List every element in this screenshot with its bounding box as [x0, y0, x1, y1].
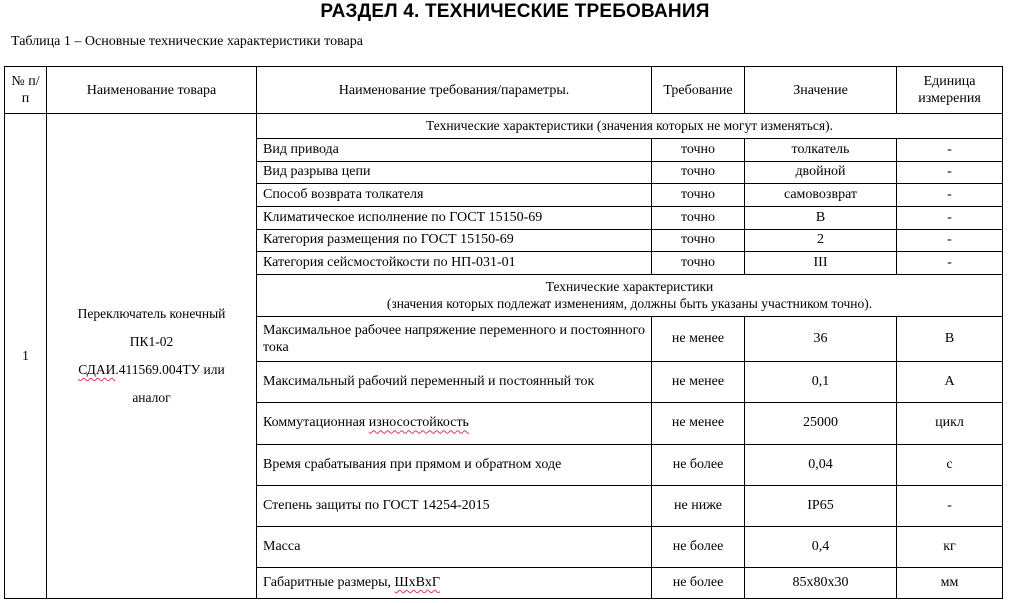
section-title-variable-line-2: (значения которых подлежат изменениям, должны быть указаны участником точно).	[386, 296, 873, 312]
param-name	[257, 568, 652, 599]
header-number: № п/п	[5, 67, 47, 114]
param-unit: В	[897, 316, 1003, 361]
param-name: Степень защиты по ГОСТ 14254-2015	[257, 485, 652, 526]
param-requirement: точно	[652, 206, 745, 229]
header-product: Наименование товара	[47, 67, 257, 114]
header-row	[5, 67, 1003, 114]
header-unit: Единица измерения	[897, 67, 1003, 114]
product-line-1: Переключатель конечный	[77, 306, 226, 322]
param-name-marked: ШхВхГ	[394, 575, 440, 590]
param-requirement: точно	[652, 184, 745, 207]
param-requirement: точно	[652, 161, 745, 184]
param-name	[257, 403, 652, 444]
param-unit: -	[897, 184, 1003, 207]
param-name-prefix: Коммутационная	[263, 415, 369, 431]
param-unit: кг	[897, 526, 1003, 567]
param-value: 0,1	[745, 362, 897, 403]
param-unit: -	[897, 485, 1003, 526]
param-unit: цикл	[897, 403, 1003, 444]
param-value: 0,4	[745, 526, 897, 567]
param-unit: А	[897, 362, 1003, 403]
product-code-prefix: СДАИ	[78, 362, 116, 378]
param-name: Максимальное рабочее напряжение переменного и постоянного тока	[257, 316, 652, 361]
section-title-variable	[257, 274, 1003, 316]
header-requirement: Требование	[652, 67, 745, 114]
param-value: 2	[745, 229, 897, 252]
param-value: 36	[745, 316, 897, 361]
param-value: III	[745, 252, 897, 275]
param-value: двойной	[745, 161, 897, 184]
param-requirement: точно	[652, 252, 745, 275]
product-code-rest: .411569.004ТУ или	[115, 362, 225, 378]
param-unit: -	[897, 161, 1003, 184]
product-name-cell	[47, 114, 257, 599]
param-unit: с	[897, 444, 1003, 485]
section-title-variable-line-1: Технические характеристики	[545, 279, 714, 295]
param-requirement: точно	[652, 139, 745, 162]
param-name: Категория сейсмостойкости по НП-031-01	[257, 252, 652, 275]
product-code	[53, 356, 250, 384]
param-name: Категория размещения по ГОСТ 15150-69	[257, 229, 652, 252]
param-unit: мм	[897, 568, 1003, 599]
param-requirement: не ниже	[652, 485, 745, 526]
param-requirement: не более	[652, 444, 745, 485]
param-value: толкатель	[745, 139, 897, 162]
param-requirement: не более	[652, 568, 745, 599]
param-name: Масса	[257, 526, 652, 567]
param-name: Вид разрыва цепи	[257, 161, 652, 184]
page-title: РАЗДЕЛ 4. ТЕХНИЧЕСКИЕ ТРЕБОВАНИЯ	[320, 1, 710, 22]
header-value: Значение	[745, 67, 897, 114]
param-unit: -	[897, 139, 1003, 162]
param-value: 0,04	[745, 444, 897, 485]
param-name: Вид привода	[257, 139, 652, 162]
param-value: 25000	[745, 403, 897, 444]
param-name-prefix: Габаритные размеры,	[263, 575, 395, 590]
param-value: 85х80х30	[745, 568, 897, 599]
param-requirement: не более	[652, 526, 745, 567]
product-line-4: аналог	[132, 390, 171, 406]
table-caption: Таблица 1 – Основные технические характеристики товара	[11, 34, 363, 49]
param-name: Климатическое исполнение по ГОСТ 15150-69	[257, 206, 652, 229]
spec-table	[4, 66, 1003, 599]
param-name-marked: износостойкость	[368, 415, 469, 431]
param-name: Способ возврата толкателя	[257, 184, 652, 207]
param-name: Время срабатывания при прямом и обратном ходе	[257, 444, 652, 485]
param-requirement: не менее	[652, 362, 745, 403]
param-value: самовозврат	[745, 184, 897, 207]
param-unit: -	[897, 206, 1003, 229]
param-value: IP65	[745, 485, 897, 526]
param-requirement: не менее	[652, 316, 745, 361]
section-title-fixed: Технические характеристики (значения которых не могут изменяться).	[257, 114, 1003, 139]
param-value: В	[745, 206, 897, 229]
header-parameter: Наименование требования/параметры.	[257, 67, 652, 114]
param-requirement: не менее	[652, 403, 745, 444]
row-number: 1	[5, 114, 47, 599]
param-unit: -	[897, 229, 1003, 252]
param-unit: -	[897, 252, 1003, 275]
param-requirement: точно	[652, 229, 745, 252]
product-line-2: ПК1-02	[129, 334, 174, 350]
section-row-fixed	[5, 114, 1003, 139]
param-name: Максимальный рабочий переменный и постоянный ток	[257, 362, 652, 403]
